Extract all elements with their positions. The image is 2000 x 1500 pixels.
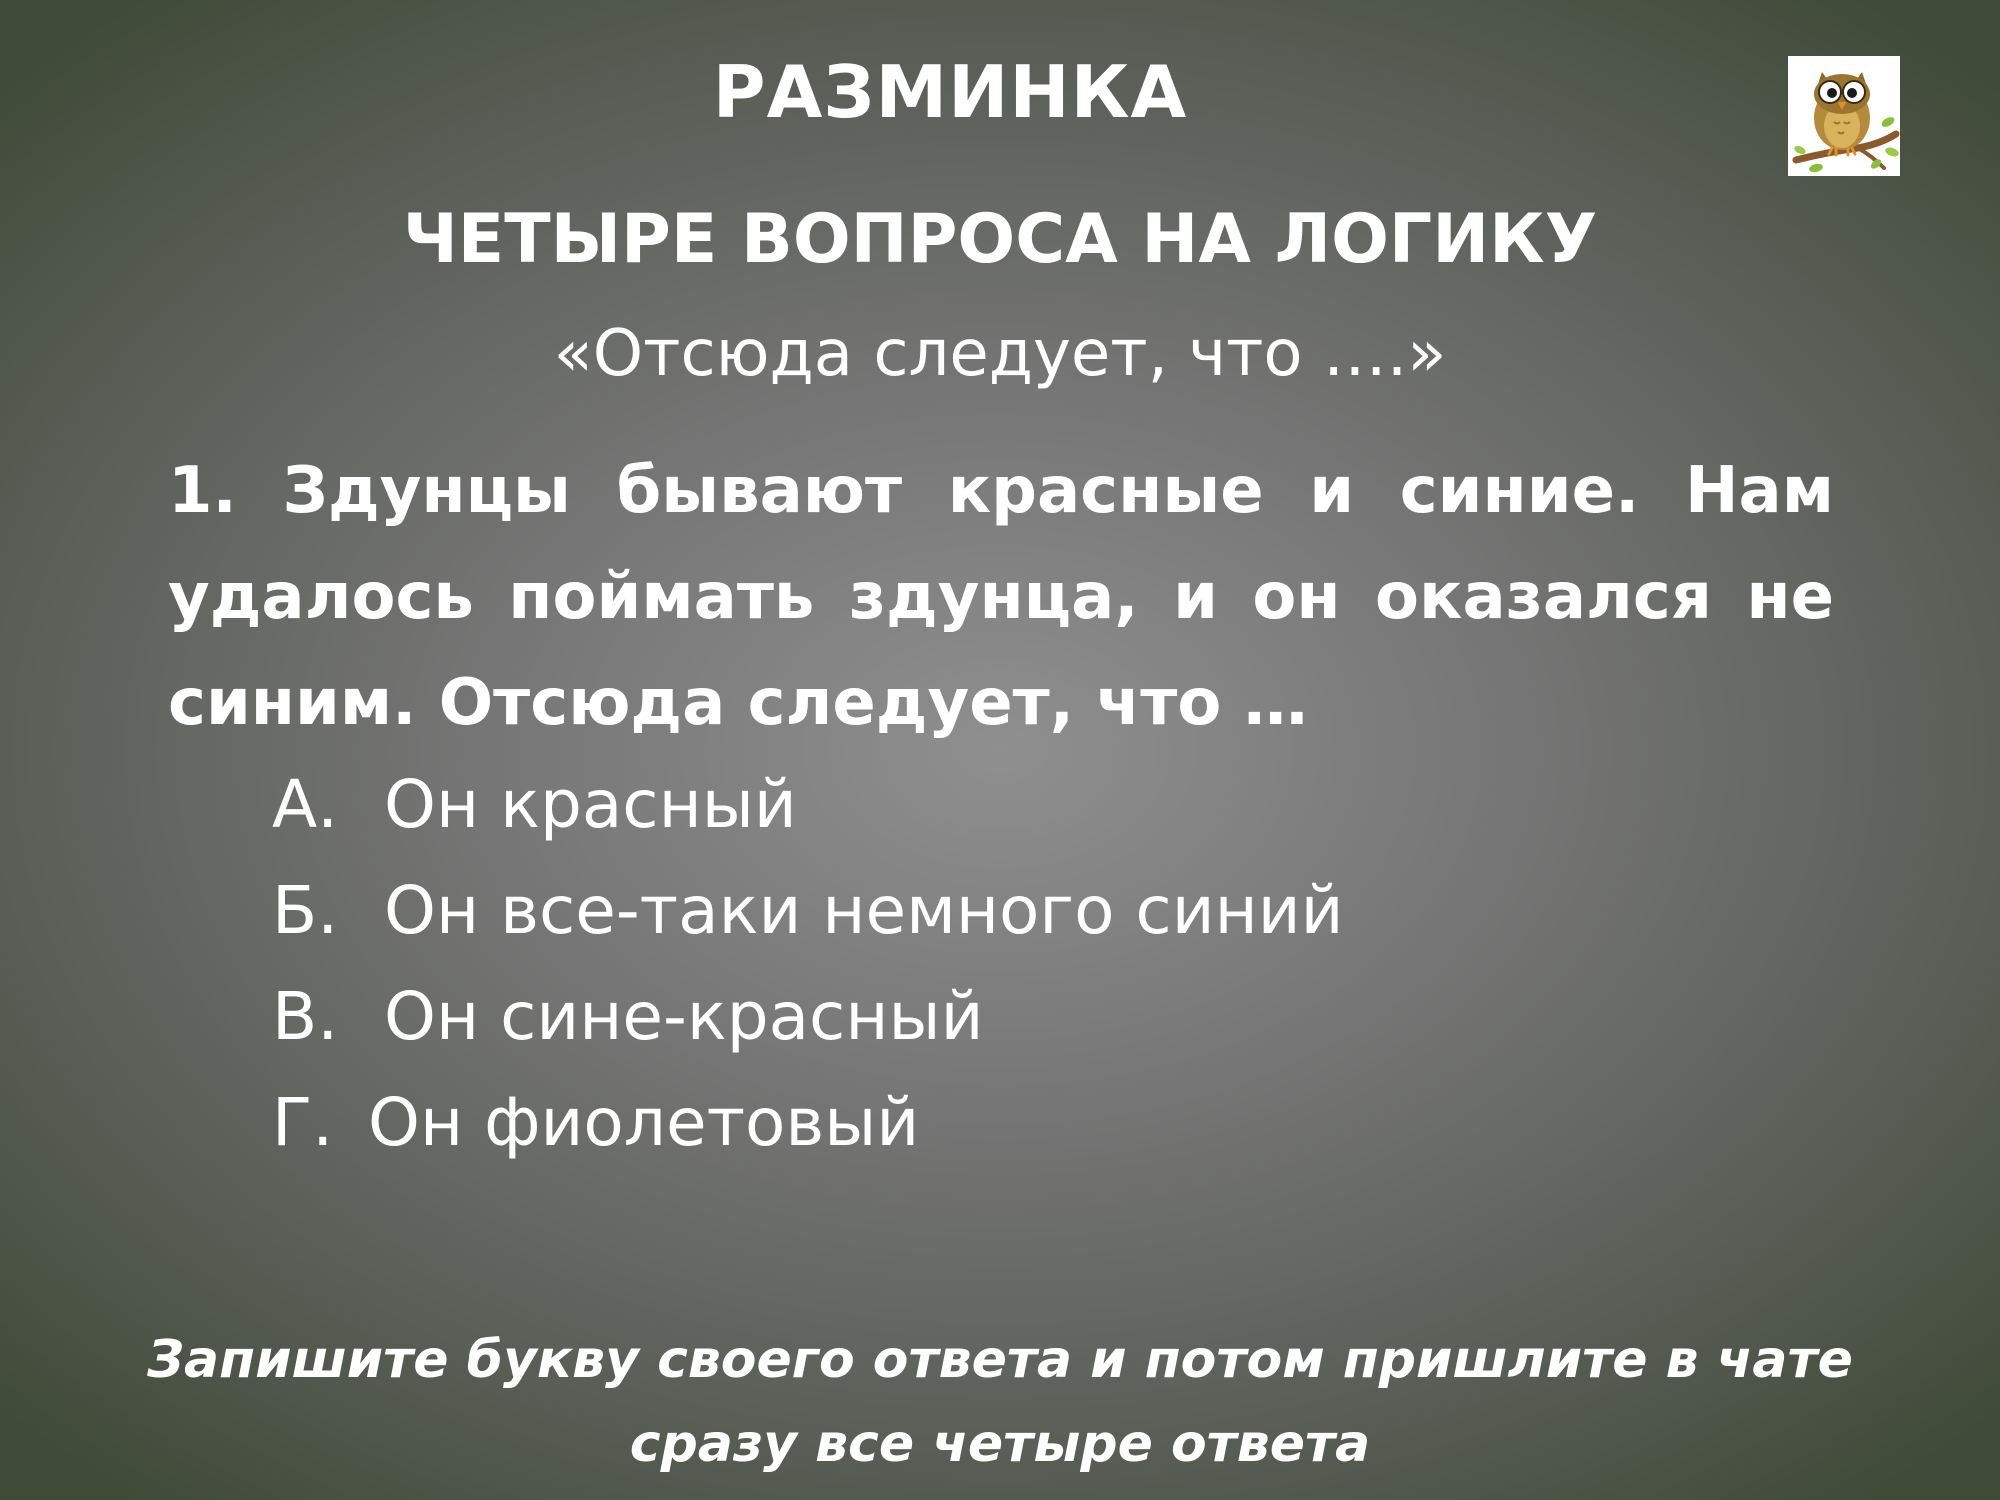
answer-option-letter: В. — [272, 978, 339, 1055]
slide-tagline: «Отсюда следует, что ….» — [553, 317, 1447, 391]
answer-option-text: Он сине-красный — [384, 978, 984, 1055]
footer-line-1: Запишите букву своего ответа и потом пришлите в чате — [147, 1330, 1853, 1390]
answer-option-g — [272, 1070, 1344, 1176]
answer-option-letter: Г. — [272, 1084, 334, 1161]
answer-option-letter: А. — [272, 766, 339, 843]
answer-options-list — [272, 752, 1344, 1176]
answer-option-letter: Б. — [272, 872, 339, 949]
answer-option-v — [272, 964, 1344, 1070]
answer-option-a — [272, 752, 1344, 858]
footer-line-2: сразу все четыре ответа — [629, 1414, 1371, 1474]
answer-option-b — [272, 858, 1344, 964]
question-text: 1. Здунцы бывают красные и синие. Нам удалось поймать здунца, и он оказался не синим. Отсюда следует, что … — [168, 454, 1834, 740]
owl-on-branch-icon — [1788, 56, 1900, 176]
answer-option-text: Он красный — [384, 766, 797, 843]
answer-option-text: Он фиолетовый — [368, 1084, 920, 1161]
slide-subtitle: ЧЕТЫРЕ ВОПРОСА НА ЛОГИКУ — [402, 200, 1598, 279]
footer-instruction — [60, 1318, 1940, 1486]
slide-title: РАЗМИНКА — [712, 50, 1188, 134]
answer-option-text: Он все-таки немного синий — [384, 872, 1344, 949]
